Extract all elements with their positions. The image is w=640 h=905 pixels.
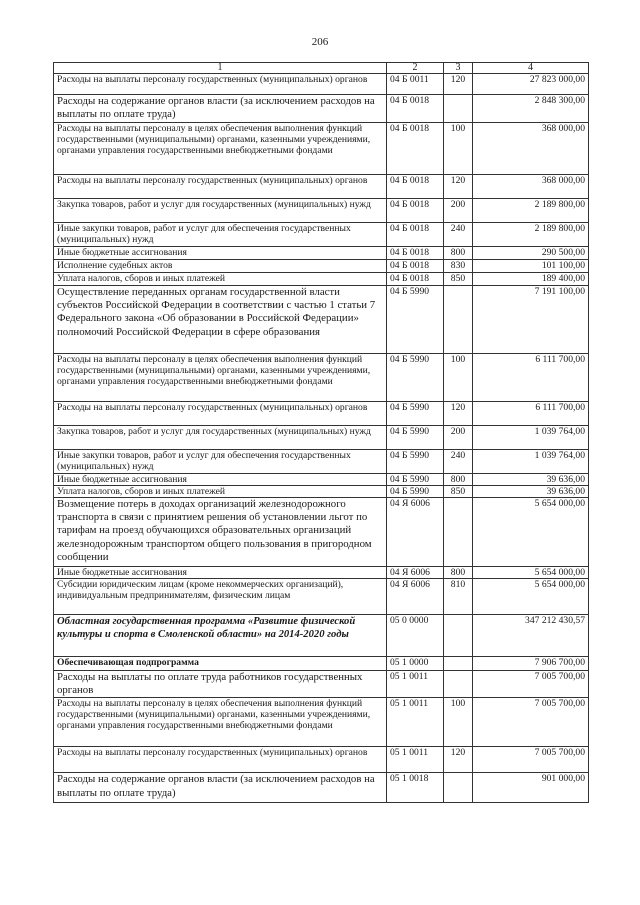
table-row: [54, 486, 589, 498]
row-name: Уплата налогов, сборов и иных платежей: [54, 273, 387, 286]
row-code: 04 Б 0018: [387, 95, 444, 123]
table-row: [54, 450, 589, 474]
row-name: Расходы на содержание органов власти (за исключением расходов на выплаты по оплате труда): [54, 95, 387, 123]
row-name: Расходы на выплаты по оплате труда работников государственных органов: [54, 671, 387, 698]
table-row: [54, 657, 589, 671]
row-code: 04 Б 5990: [387, 402, 444, 426]
row-code: 05 1 0011: [387, 747, 444, 773]
row-code: 04 Б 0018: [387, 175, 444, 199]
row-amount: 7 005 700,00: [473, 747, 589, 773]
table-row: [54, 747, 589, 773]
column-header: 4: [473, 63, 589, 74]
row-amount: 347 212 430,57: [473, 615, 589, 657]
row-amount: 5 654 000,00: [473, 498, 589, 567]
row-amount: 6 111 700,00: [473, 402, 589, 426]
row-code: 05 0 0000: [387, 615, 444, 657]
row-amount: 2 848 300,00: [473, 95, 589, 123]
table-row: [54, 354, 589, 402]
row-expense-type: 800: [444, 474, 473, 486]
table-row: [54, 615, 589, 657]
row-name: Областная государственная программа «Развитие физической культуры и спорта в Смоленской области» на 2014-2020 годы: [54, 615, 387, 657]
row-name: Исполнение судебных актов: [54, 260, 387, 273]
row-code: 05 1 0000: [387, 657, 444, 671]
row-name: Возмещение потерь в доходах организаций железнодорожного транспорта в связи с принятием решения об установлении льгот по тарифам на проезд обучающихся образовательных организаций железнодорожным транспортом общего пользования в пригородном сообщении: [54, 498, 387, 567]
table-row: [54, 74, 589, 95]
row-code: 05 1 0018: [387, 773, 444, 803]
row-expense-type: 830: [444, 260, 473, 273]
row-code: 04 Б 5990: [387, 286, 444, 354]
row-name: Обеспечивающая подпрограмма: [54, 657, 387, 671]
row-amount: 5 654 000,00: [473, 567, 589, 579]
row-code: 04 Б 0018: [387, 123, 444, 175]
table-row: [54, 671, 589, 698]
row-name: Иные бюджетные ассигнования: [54, 474, 387, 486]
row-code: 04 Б 0018: [387, 199, 444, 223]
page-number: 206: [311, 36, 329, 48]
row-code: 05 1 0011: [387, 698, 444, 747]
row-expense-type: 120: [444, 402, 473, 426]
row-name: Иные бюджетные ассигнования: [54, 567, 387, 579]
column-header: 2: [387, 63, 444, 74]
row-code: 04 Б 5990: [387, 426, 444, 450]
row-amount: 39 636,00: [473, 486, 589, 498]
row-amount: 7 191 100,00: [473, 286, 589, 354]
table-row: [54, 474, 589, 486]
table-row: [54, 698, 589, 747]
row-code: 04 Б 5990: [387, 474, 444, 486]
row-expense-type: [444, 773, 473, 803]
row-amount: 368 000,00: [473, 123, 589, 175]
row-name: Расходы на выплаты персоналу государственных (муниципальных) органов: [54, 175, 387, 199]
row-name: Закупка товаров, работ и услуг для государственных (муниципальных) нужд: [54, 426, 387, 450]
row-expense-type: 800: [444, 567, 473, 579]
row-expense-type: 240: [444, 223, 473, 247]
row-amount: 901 000,00: [473, 773, 589, 803]
table-row: [54, 498, 589, 567]
row-name: Расходы на выплаты персоналу государственных (муниципальных) органов: [54, 74, 387, 95]
table-row: [54, 579, 589, 615]
row-amount: 7 005 700,00: [473, 698, 589, 747]
row-name: Субсидии юридическим лицам (кроме некоммерческих организаций), индивидуальным предпринимателям, физическим лицам: [54, 579, 387, 615]
row-amount: 290 500,00: [473, 247, 589, 260]
table-row: [54, 286, 589, 354]
row-amount: 7 005 700,00: [473, 671, 589, 698]
row-expense-type: 100: [444, 698, 473, 747]
row-amount: 101 100,00: [473, 260, 589, 273]
table-row: [54, 175, 589, 199]
row-name: Расходы на выплаты персоналу государственных (муниципальных) органов: [54, 402, 387, 426]
table-row: [54, 260, 589, 273]
row-amount: 6 111 700,00: [473, 354, 589, 402]
row-expense-type: [444, 498, 473, 567]
row-expense-type: 240: [444, 450, 473, 474]
row-code: 04 Б 0018: [387, 273, 444, 286]
row-name: Расходы на содержание органов власти (за исключением расходов на выплаты по оплате труда): [54, 773, 387, 803]
row-amount: 2 189 800,00: [473, 223, 589, 247]
row-amount: 368 000,00: [473, 175, 589, 199]
row-code: 04 Б 0018: [387, 247, 444, 260]
table-row: [54, 123, 589, 175]
row-expense-type: 850: [444, 486, 473, 498]
row-expense-type: 120: [444, 747, 473, 773]
row-name: Расходы на выплаты персоналу в целях обеспечения выполнения функций государственными (муниципальными) органами, казенными учреждениями, органами управления государственными внебюджетными фондами: [54, 123, 387, 175]
row-expense-type: [444, 95, 473, 123]
row-amount: 189 400,00: [473, 273, 589, 286]
table-row: [54, 773, 589, 803]
table-row: [54, 223, 589, 247]
row-amount: 39 636,00: [473, 474, 589, 486]
row-name: Расходы на выплаты персоналу в целях обеспечения выполнения функций государственными (муниципальными) органами, казенными учреждениями, органами управления государственными внебюджетными фондами: [54, 354, 387, 402]
row-name: Закупка товаров, работ и услуг для государственных (муниципальных) нужд: [54, 199, 387, 223]
row-amount: 7 906 700,00: [473, 657, 589, 671]
row-expense-type: [444, 671, 473, 698]
row-expense-type: [444, 286, 473, 354]
row-expense-type: 800: [444, 247, 473, 260]
table-row: [54, 567, 589, 579]
row-expense-type: [444, 615, 473, 657]
row-code: 04 Б 0018: [387, 260, 444, 273]
row-expense-type: 100: [444, 354, 473, 402]
row-code: 04 Б 5990: [387, 354, 444, 402]
row-name: Иные закупки товаров, работ и услуг для обеспечения государственных (муниципальных) нужд: [54, 450, 387, 474]
row-expense-type: 810: [444, 579, 473, 615]
row-expense-type: 200: [444, 426, 473, 450]
table-row: [54, 426, 589, 450]
table-row: [54, 247, 589, 260]
row-code: 04 Я 6006: [387, 567, 444, 579]
row-code: 04 Я 6006: [387, 579, 444, 615]
column-header: 3: [444, 63, 473, 74]
row-name: Иные бюджетные ассигнования: [54, 247, 387, 260]
row-expense-type: 200: [444, 199, 473, 223]
row-code: 05 1 0011: [387, 671, 444, 698]
budget-table: [53, 62, 589, 803]
row-amount: 1 039 764,00: [473, 450, 589, 474]
row-name: Уплата налогов, сборов и иных платежей: [54, 486, 387, 498]
row-name: Расходы на выплаты персоналу государственных (муниципальных) органов: [54, 747, 387, 773]
row-amount: 1 039 764,00: [473, 426, 589, 450]
table-row: [54, 199, 589, 223]
row-amount: 5 654 000,00: [473, 579, 589, 615]
table-row: [54, 95, 589, 123]
table-header-row: [54, 63, 589, 74]
row-expense-type: 120: [444, 74, 473, 95]
row-name: Иные закупки товаров, работ и услуг для обеспечения государственных (муниципальных) нужд: [54, 223, 387, 247]
row-expense-type: 120: [444, 175, 473, 199]
row-expense-type: 850: [444, 273, 473, 286]
row-name: Осуществление переданных органам государственной власти субъектов Российской Федерации в соответствии с частью 1 статьи 7 Федерального закона «Об образовании в Российской Федерации» полномочий Российской Федерации в сфере образования: [54, 286, 387, 354]
row-amount: 27 823 000,00: [473, 74, 589, 95]
row-name: Расходы на выплаты персоналу в целях обеспечения выполнения функций государственными (муниципальными) органами, казенными учреждениями, органами управления государственными внебюджетными фондами: [54, 698, 387, 747]
row-code: 04 Б 5990: [387, 486, 444, 498]
table-row: [54, 273, 589, 286]
row-code: 04 Б 5990: [387, 450, 444, 474]
row-code: 04 Б 0018: [387, 223, 444, 247]
row-expense-type: 100: [444, 123, 473, 175]
row-code: 04 Я 6006: [387, 498, 444, 567]
row-code: 04 Б 0011: [387, 74, 444, 95]
row-expense-type: [444, 657, 473, 671]
column-header: 1: [54, 63, 387, 74]
row-amount: 2 189 800,00: [473, 199, 589, 223]
table-row: [54, 402, 589, 426]
